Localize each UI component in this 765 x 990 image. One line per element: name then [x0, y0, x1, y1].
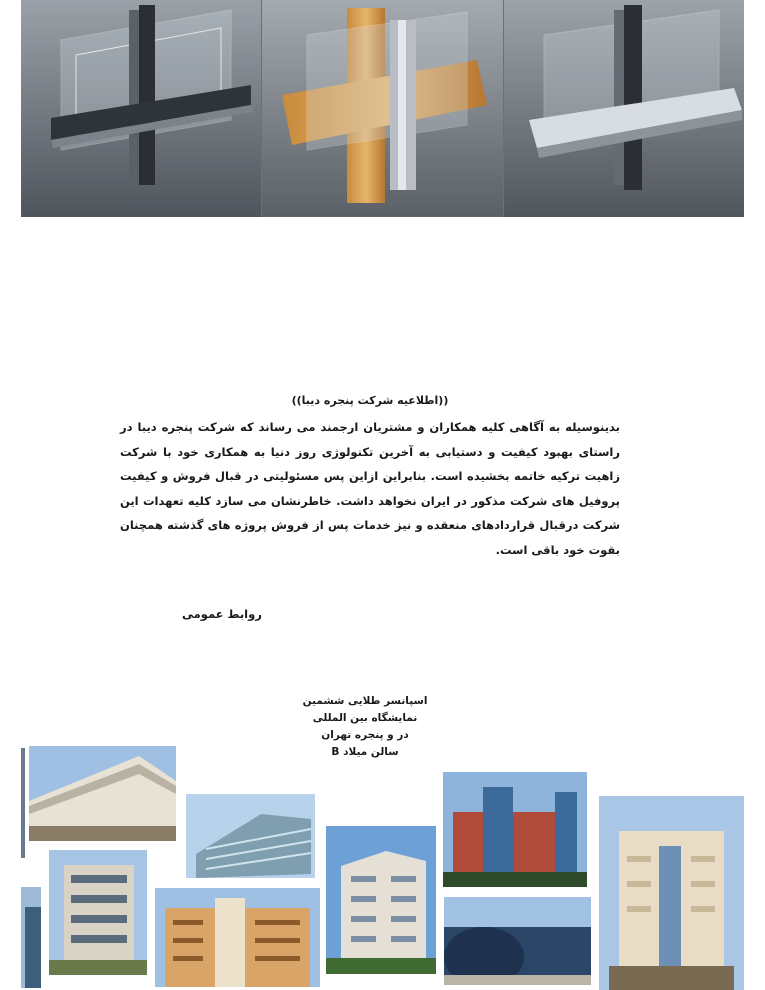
aluminium-profile-image	[21, 0, 261, 217]
building-photo-9	[444, 897, 591, 985]
sponsor-line: نمایشگاه بین المللی	[312, 712, 418, 724]
building-photo-2	[186, 794, 315, 878]
sponsor-line: در و پنجره تهران	[321, 729, 409, 741]
building-photo-8	[326, 826, 436, 974]
sponsor-line: اسپانسر طلایی ششمین	[302, 695, 428, 707]
building-photo-6	[21, 887, 41, 988]
notice-title: ((اطلاعیه شرکت پنجره دیبا))	[291, 394, 449, 407]
sponsor-line: سالن میلاد B	[331, 746, 399, 758]
building-photo-4	[599, 796, 744, 990]
building-photo-edge	[21, 748, 25, 858]
cladded-profile-image	[504, 0, 744, 217]
building-photo-1	[29, 746, 176, 841]
wood-aluminium-profile-image	[262, 0, 503, 217]
building-photo-3	[443, 772, 587, 887]
signature-public-relations: روابط عمومی	[182, 607, 262, 621]
building-photo-5	[49, 850, 147, 975]
profile-banner	[21, 0, 744, 217]
notice-body: بدینوسیله به آگاهی کلیه همکاران و مشتریان ارجمند می رساند که شرکت پنجره دیبا در راستای بهبود کیفیت و دستیابی به آخرین تکنولوژی روز دنیا به همکاری خود با شرکت زاهیت ترکیه خاتمه بخشیده است. بنابراین ازاین پس مسئولیتی در قبال فروش و کیفیت پروفیل های شرکت مذکور در ایران نخواهد داشت. خاطرنشان می سازد کلیه تعهدات این شرکت درقبال قراردادهای منعقده و نیز خدمات پس از فروش پروژه های گذشته همچنان بقوت خود باقی است.	[120, 420, 620, 557]
company-notice	[120, 393, 620, 562]
building-photo-7	[155, 888, 320, 987]
sponsor-block	[290, 693, 440, 761]
